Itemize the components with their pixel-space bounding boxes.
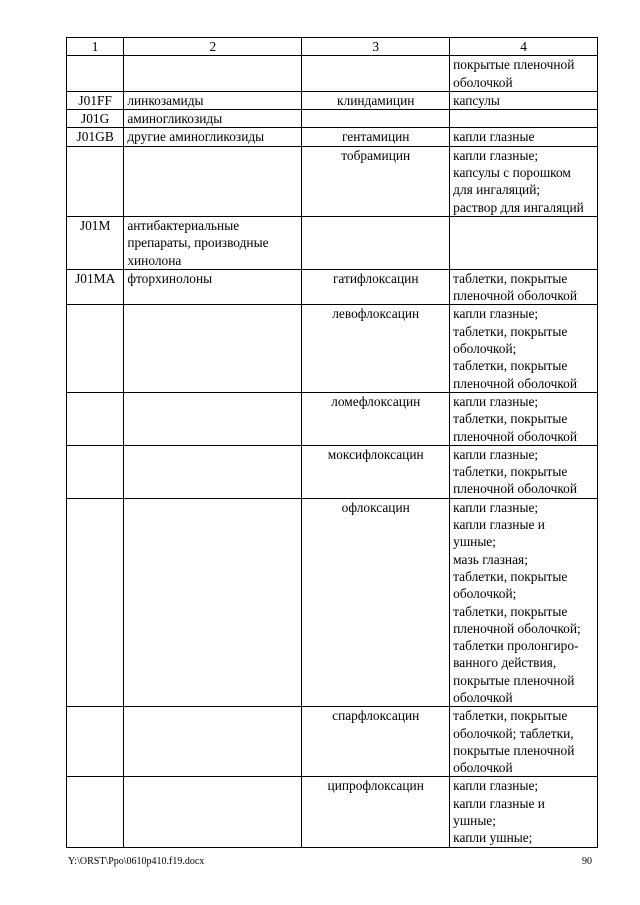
dosage-form-line: оболочкой [453, 74, 513, 90]
table-row [67, 146, 598, 216]
group-cell [124, 269, 302, 305]
drug-name-cell: тобрамицин [302, 146, 450, 216]
dosage-form-line: капсулы [453, 92, 500, 108]
dosage-forms-cell [450, 707, 598, 777]
drug-name-cell [302, 216, 450, 269]
group-line: аминогликозиды [127, 111, 223, 127]
dosage-forms-cell [450, 110, 598, 128]
column-header: 3 [302, 38, 450, 56]
group-line: другие аминогликозиды [127, 129, 265, 145]
table-row [67, 305, 598, 392]
atc-code-cell: J01GB [67, 128, 124, 146]
dosage-form-line: покрытые пленочной [453, 742, 575, 758]
dosage-form-line: пленочной оболочкой [453, 375, 578, 391]
page-number: 90 [582, 856, 592, 867]
atc-code-cell [67, 305, 124, 392]
table-row [67, 392, 598, 445]
drug-name-cell: гатифлоксацин [302, 269, 450, 305]
dosage-form-line: таблетки, покрытые [453, 270, 568, 286]
dosage-form-line: таблетки, покрытые [453, 464, 568, 480]
dosage-form-line: раствор для ингаляций [453, 199, 584, 215]
dosage-form-line: капли глазные; [453, 499, 539, 515]
dosage-forms-cell [450, 146, 598, 216]
dosage-forms-cell [450, 777, 598, 847]
atc-code-cell [67, 777, 124, 847]
table-row [67, 216, 598, 269]
group-cell [124, 216, 302, 269]
dosage-forms-cell [450, 498, 598, 707]
table-body [67, 56, 598, 847]
dosage-form-line: оболочкой [453, 689, 513, 705]
dosage-form-line: таблетки, покрытые [453, 358, 568, 374]
group-cell [124, 445, 302, 498]
dosage-form-line: оболочкой; таблетки, [453, 725, 574, 741]
dosage-form-line: мазь глазная; [453, 551, 528, 567]
group-cell [124, 498, 302, 707]
atc-code-cell [67, 392, 124, 445]
drug-name-cell [302, 56, 450, 92]
drug-name-cell: офлоксацин [302, 498, 450, 707]
dosage-form-line: капли глазные [453, 129, 535, 145]
group-line: линкозамиды [127, 92, 204, 108]
dosage-form-line: ванного действия, [453, 655, 557, 671]
footer-file-path: Y:\ORST\Ppo\0610p410.f19.docx [68, 856, 205, 867]
group-line: антибактериальные [127, 217, 240, 233]
drug-name-cell: спарфлоксацин [302, 707, 450, 777]
table-row [67, 707, 598, 777]
group-line: фторхинолоны [127, 270, 213, 286]
dosage-form-line: таблетки, покрытые [453, 708, 568, 724]
group-cell [124, 707, 302, 777]
dosage-form-line: ушные; [453, 813, 496, 829]
dosage-form-line: капли глазные; [453, 147, 539, 163]
dosage-form-line: пленочной оболочкой [453, 481, 578, 497]
table-row [67, 269, 598, 305]
table-row [67, 128, 598, 146]
dosage-form-line: таблетки пролонгиро- [453, 638, 579, 654]
dosage-form-line: покрытые пленочной [453, 57, 575, 73]
dosage-form-line: капли глазные; [453, 306, 539, 322]
group-cell [124, 146, 302, 216]
group-cell [124, 305, 302, 392]
atc-code-cell: J01G [67, 110, 124, 128]
drug-name-cell: клиндамицин [302, 91, 450, 109]
atc-code-cell [67, 445, 124, 498]
drug-name-cell: левофлоксацин [302, 305, 450, 392]
dosage-forms-cell [450, 445, 598, 498]
dosage-form-line: оболочкой; [453, 586, 517, 602]
group-cell [124, 56, 302, 92]
atc-code-cell: J01M [67, 216, 124, 269]
dosage-form-line: капли глазные; [453, 446, 539, 462]
dosage-forms-cell [450, 128, 598, 146]
column-header: 1 [67, 38, 124, 56]
group-cell [124, 392, 302, 445]
table-row [67, 777, 598, 847]
dosage-forms-cell [450, 216, 598, 269]
dosage-form-line: капли ушные; [453, 830, 533, 846]
atc-code-cell [67, 56, 124, 92]
group-cell [124, 128, 302, 146]
group-line: хинолона [127, 252, 182, 268]
drug-table [66, 37, 598, 848]
dosage-forms-cell [450, 91, 598, 109]
dosage-form-line: таблетки, покрытые [453, 411, 568, 427]
drug-name-cell: гентамицин [302, 128, 450, 146]
dosage-form-line: таблетки, покрытые [453, 568, 568, 584]
atc-code-cell [67, 707, 124, 777]
dosage-form-line: ушные; [453, 534, 496, 550]
group-line: препараты, производные [127, 235, 269, 251]
table-row [67, 91, 598, 109]
dosage-forms-cell [450, 269, 598, 305]
dosage-form-line: капли глазные; [453, 393, 539, 409]
dosage-form-line: таблетки, покрытые [453, 323, 568, 339]
atc-code-cell: J01MA [67, 269, 124, 305]
drug-name-cell [302, 110, 450, 128]
table-row [67, 498, 598, 707]
drug-name-cell: ципрофлоксацин [302, 777, 450, 847]
atc-code-cell [67, 498, 124, 707]
dosage-form-line: пленочной оболочкой [453, 428, 578, 444]
drug-name-cell: моксифлоксацин [302, 445, 450, 498]
dosage-form-line: капли глазные и [453, 517, 545, 533]
dosage-form-line: пленочной оболочкой; [453, 620, 581, 636]
dosage-forms-cell [450, 305, 598, 392]
column-header: 4 [450, 38, 598, 56]
dosage-form-line: капсулы с порошком [453, 165, 571, 181]
table-row [67, 445, 598, 498]
dosage-form-line: покрытые пленочной [453, 672, 575, 688]
column-header: 2 [124, 38, 302, 56]
dosage-form-line: таблетки, покрытые [453, 603, 568, 619]
dosage-forms-cell [450, 56, 598, 92]
dosage-form-line: капли глазные; [453, 778, 539, 794]
atc-code-cell: J01FF [67, 91, 124, 109]
drug-name-cell: ломефлоксацин [302, 392, 450, 445]
group-cell [124, 91, 302, 109]
table-row [67, 110, 598, 128]
header-row [67, 38, 598, 56]
group-cell [124, 777, 302, 847]
table-row [67, 56, 598, 92]
group-cell [124, 110, 302, 128]
dosage-form-line: для ингаляций; [453, 182, 541, 198]
dosage-form-line: оболочкой [453, 760, 513, 776]
dosage-form-line: капли глазные и [453, 795, 545, 811]
dosage-form-line: оболочкой; [453, 341, 517, 357]
dosage-form-line: пленочной оболочкой [453, 288, 578, 304]
atc-code-cell [67, 146, 124, 216]
dosage-forms-cell [450, 392, 598, 445]
